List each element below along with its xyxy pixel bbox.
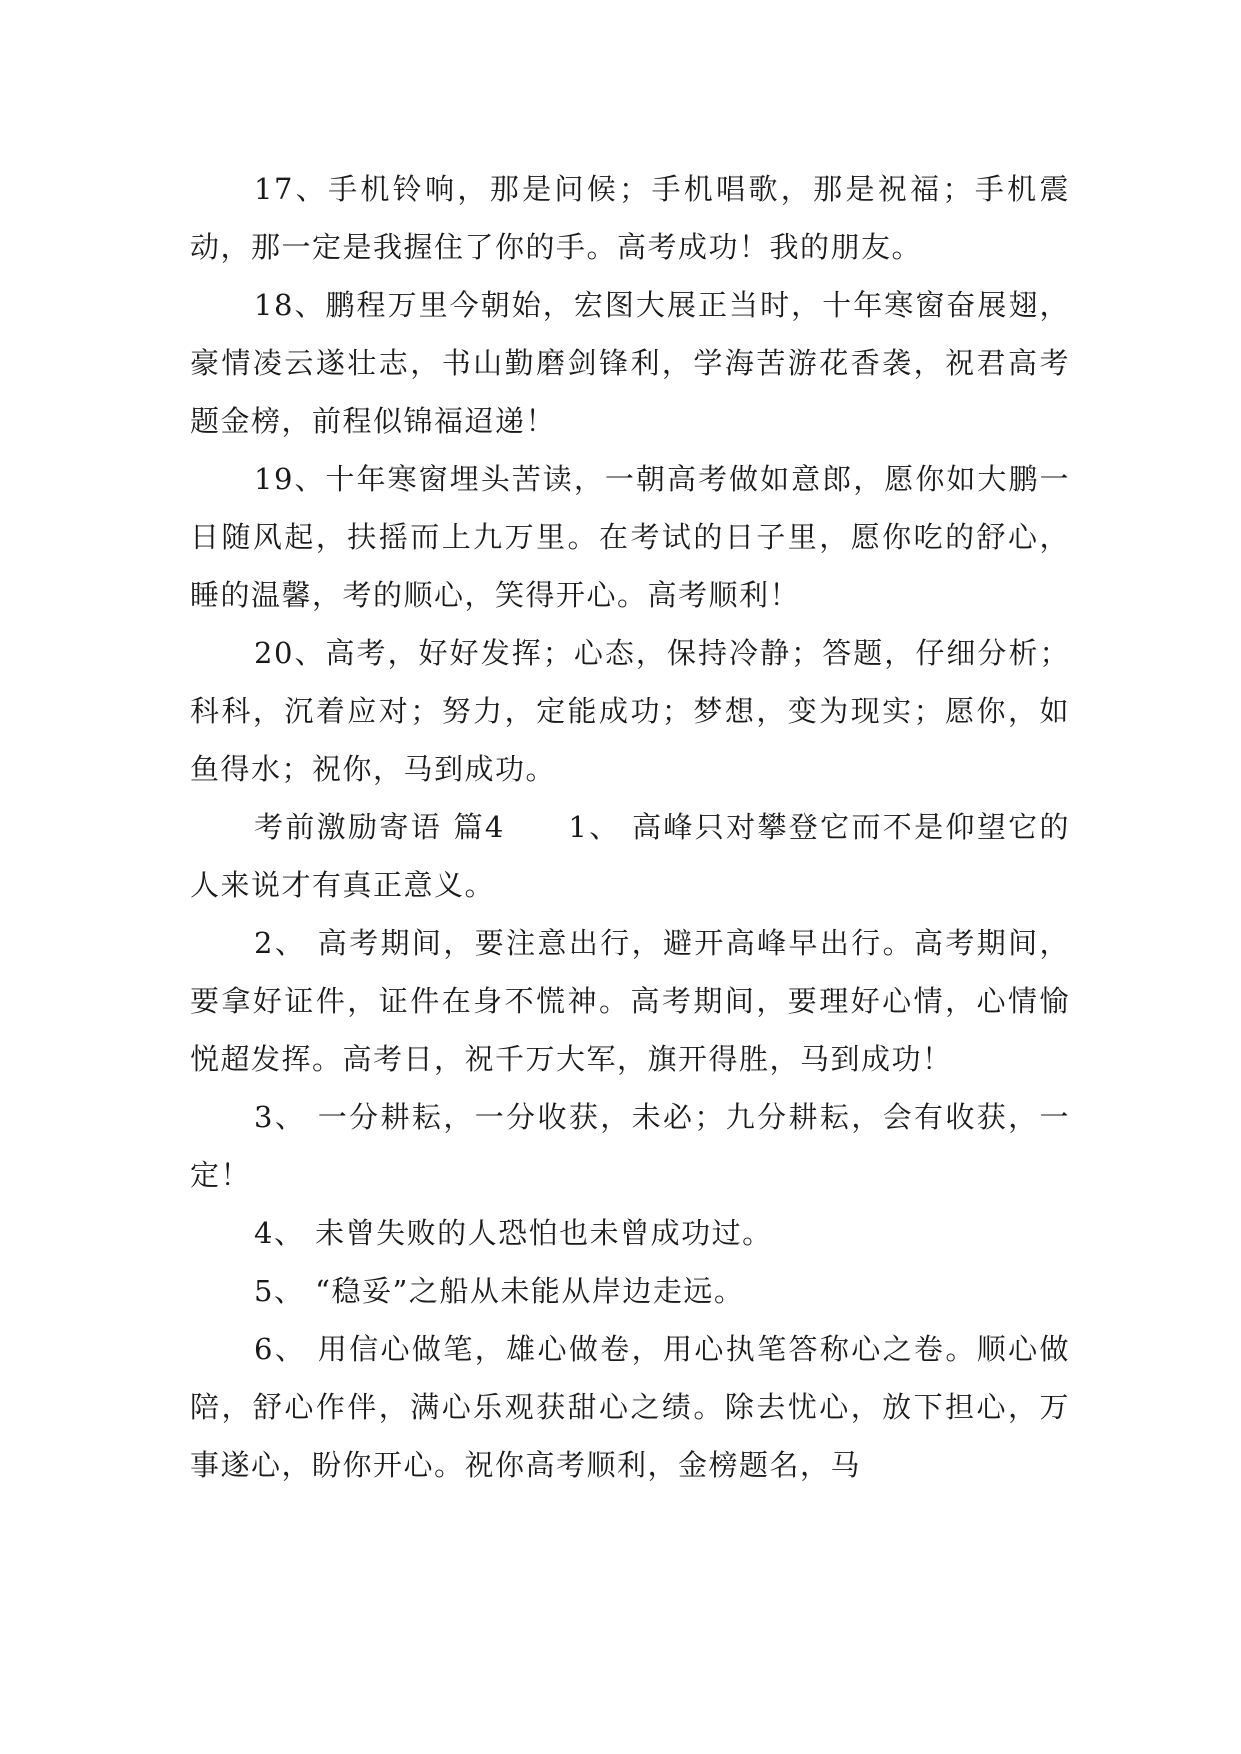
section-heading-paragraph: 考前激励寄语 篇4 1、 高峰只对攀登它而不是仰望它的人来说才有真正意义。 — [190, 810, 1070, 902]
document-body — [190, 160, 1070, 1494]
paragraph-6: 6、 用信心做笔，雄心做卷，用心执笔答称心之卷。顺心做陪，舒心作伴，满心乐观获甜心之绩。除去忧心，放下担心，万事遂心，盼你开心。祝你高考顺利，金榜题名，马 — [190, 1332, 1070, 1482]
paragraph-20: 20、高考，好好发挥；心态，保持冷静；答题，仔细分析；科科，沉着应对；努力，定能成功；梦想，变为现实；愿你，如鱼得水；祝你，马到成功。 — [190, 636, 1070, 786]
paragraph-5: 5、 “稳妥”之船从未能从岸边走远。 — [254, 1274, 745, 1308]
paragraph-19: 19、十年寒窗埋头苦读，一朝高考做如意郎，愿你如大鹏一日随风起，扶摇而上九万里。在考试的日子里，愿你吃的舒心，睡的温馨，考的顺心，笑得开心。高考顺利！ — [190, 462, 1070, 612]
paragraph-4: 4、 未曾失败的人恐怕也未曾成功过。 — [254, 1216, 773, 1250]
paragraph-3: 3、 一分耕耘，一分收获，未必；九分耕耘，会有收获，一定！ — [190, 1100, 1070, 1192]
paragraph-18: 18、鹏程万里今朝始，宏图大展正当时，十年寒窗奋展翅，豪情凌云遂壮志，书山勤磨剑锋利，学海苦游花香袭，祝君高考题金榜，前程似锦福迢递！ — [190, 288, 1070, 438]
paragraph-2: 2、 高考期间，要注意出行，避开高峰早出行。高考期间，要拿好证件，证件在身不慌神。高考期间，要理好心情，心情愉悦超发挥。高考日，祝千万大军，旗开得胜，马到成功！ — [190, 926, 1070, 1076]
paragraph-17: 17、手机铃响，那是问候；手机唱歌，那是祝福；手机震动，那一定是我握住了你的手。高考成功！我的朋友。 — [190, 172, 1070, 264]
